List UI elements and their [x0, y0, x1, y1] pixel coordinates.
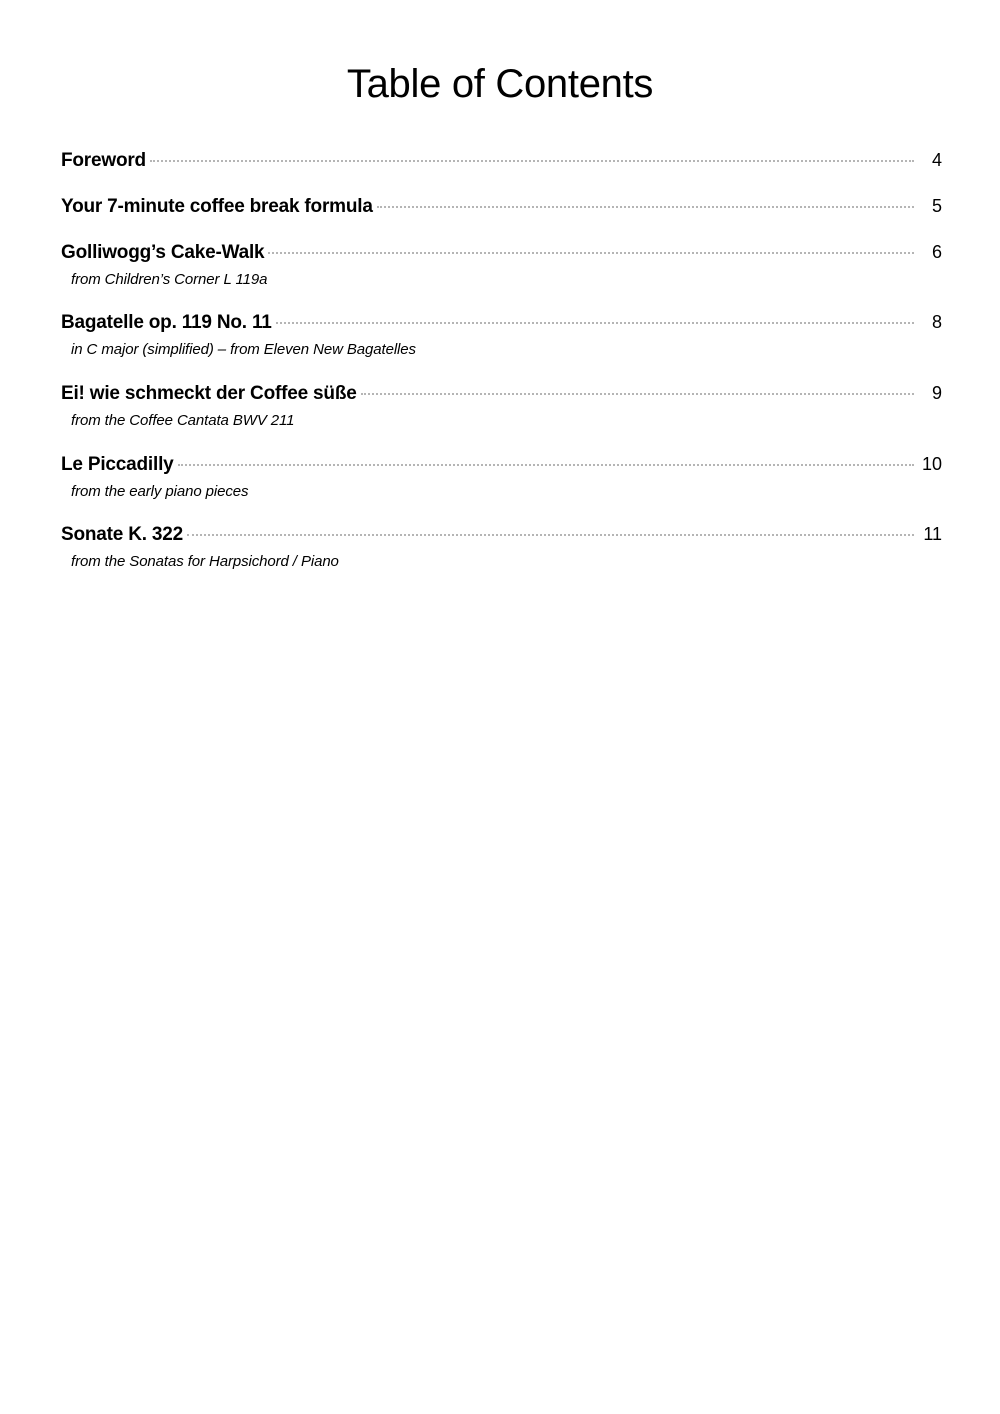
dotted-leader [178, 464, 914, 466]
toc-entry-subtitle: from the Coffee Cantata BWV 211 [71, 412, 295, 429]
toc-entry-coffee-cantata[interactable] [61, 383, 942, 431]
toc-entry-le-piccadilly[interactable] [61, 454, 942, 502]
toc-entry-subtitle: from the Sonatas for Harpsichord / Piano [71, 553, 339, 570]
page-title: Table of Contents [346, 62, 654, 106]
toc-page-number: 10 [921, 454, 942, 474]
dotted-leader [187, 534, 914, 536]
toc-page-number: 5 [931, 196, 942, 216]
toc-entry-subtitle: from Children’s Corner L 119a [71, 271, 268, 288]
toc-page-number: 6 [931, 242, 942, 262]
toc-entry-title: Foreword [61, 150, 146, 171]
toc-entry-coffee-break-formula[interactable] [61, 196, 942, 226]
toc-entry-title: Bagatelle op. 119 No. 11 [61, 312, 272, 333]
dotted-leader [150, 160, 914, 162]
toc-entry-subtitle: in C major (simplified) – from Eleven New Bagatelles [71, 341, 416, 358]
toc-entry-title: Your 7-minute coffee break formula [61, 196, 373, 217]
dotted-leader [361, 393, 914, 395]
toc-entry-foreword[interactable] [61, 150, 942, 180]
dotted-leader [377, 206, 914, 208]
toc-entry-bagatelle[interactable] [61, 312, 942, 360]
toc-entry-sonate-k322[interactable] [61, 524, 942, 572]
toc-entry-subtitle: from the early piano pieces [71, 483, 249, 500]
toc-page-number: 11 [923, 524, 942, 544]
toc-page-number: 9 [931, 383, 942, 403]
toc-page-number: 4 [931, 150, 942, 170]
toc-page-number: 8 [931, 312, 942, 332]
toc-entry-title: Le Piccadilly [61, 454, 174, 475]
toc-entry-golliwoggs-cake-walk[interactable] [61, 242, 942, 290]
toc-entry-title: Sonate K. 322 [61, 524, 184, 545]
toc-entry-title: Golliwogg’s Cake-Walk [61, 242, 265, 263]
dotted-leader [276, 322, 914, 324]
dotted-leader [268, 252, 914, 254]
toc-entry-title: Ei! wie schmeckt der Coffee süße [61, 383, 357, 404]
